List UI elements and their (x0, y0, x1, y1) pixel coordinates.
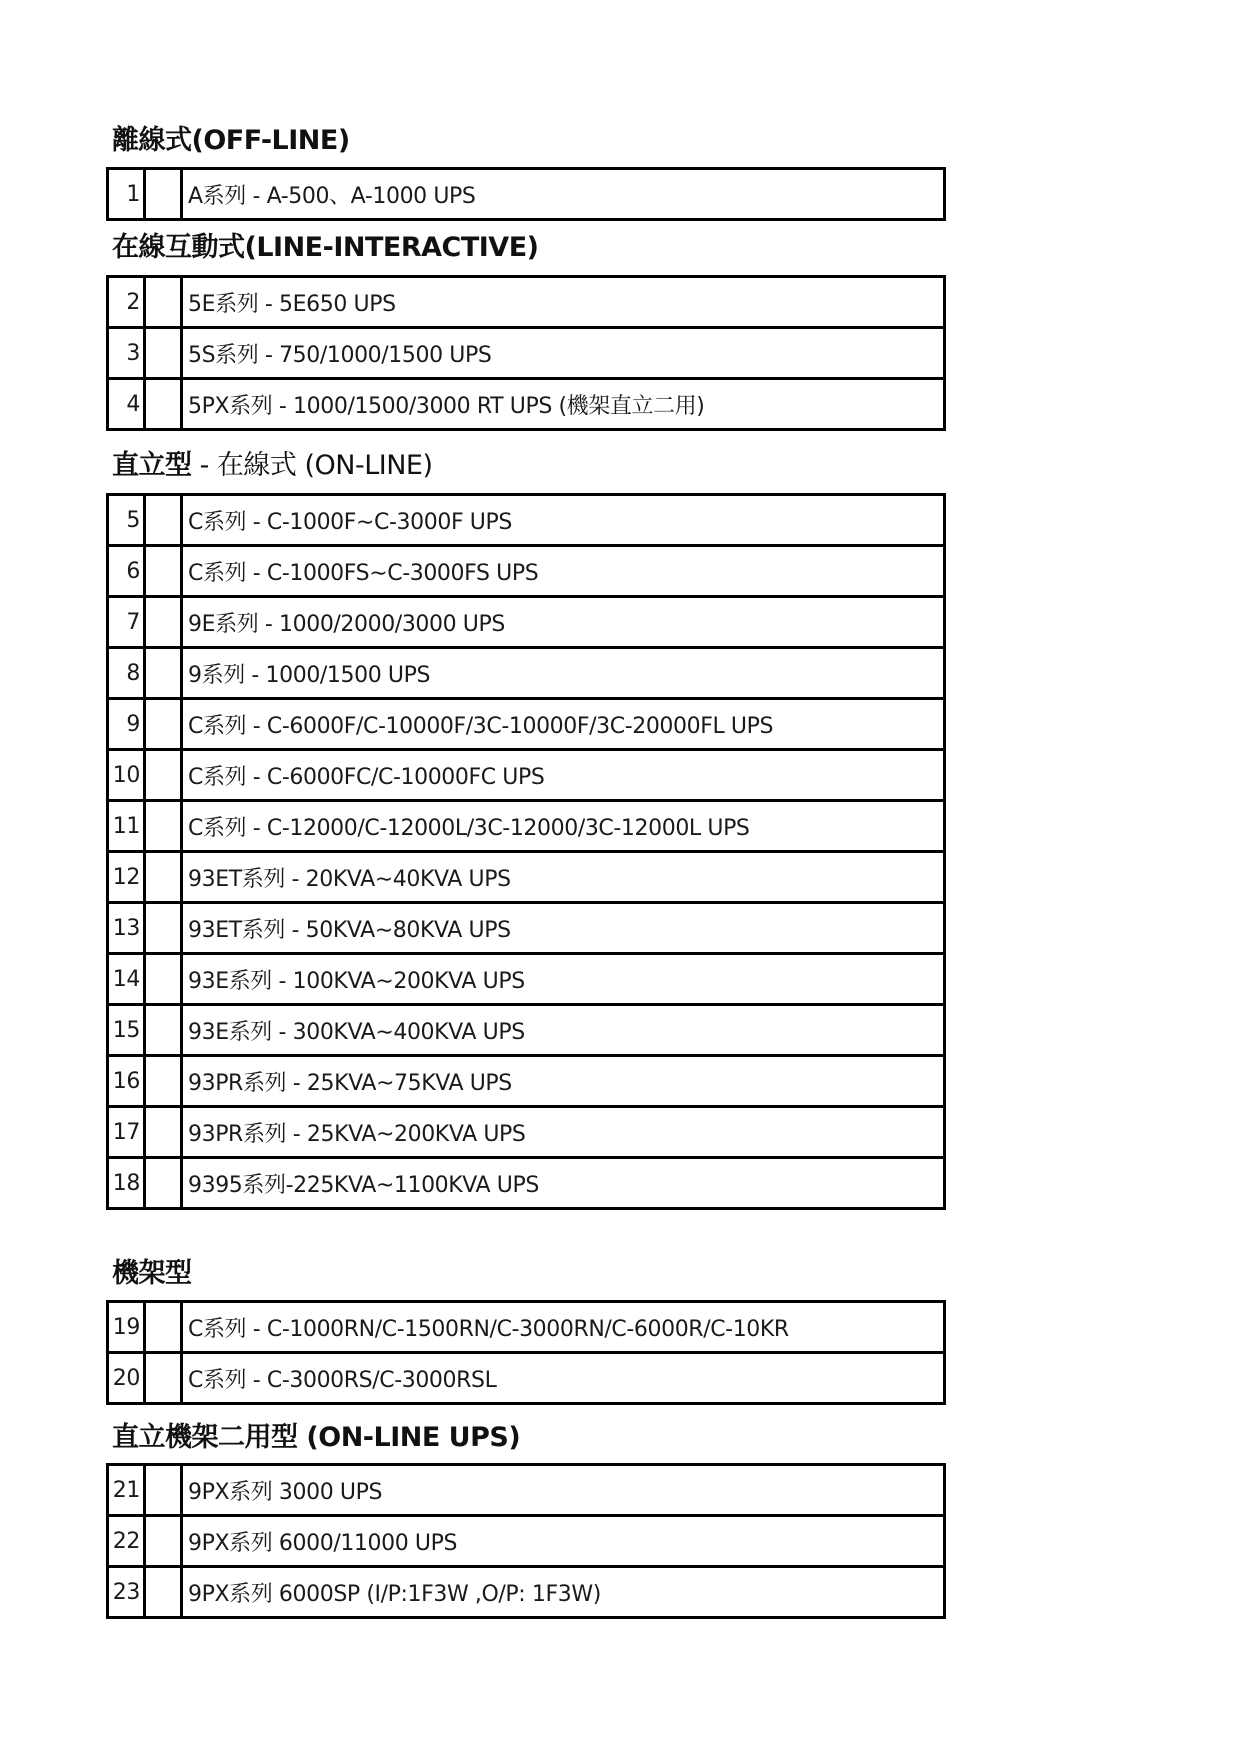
row-description: C系列 - C-1000F∼C-3000F UPS (182, 495, 945, 546)
table-row (108, 169, 945, 220)
row-description: C系列 - C-1000FS∼C-3000FS UPS (182, 546, 945, 597)
table-row (108, 277, 945, 328)
table-row (108, 903, 945, 954)
section-title-bold: 機架型 (112, 1258, 192, 1289)
row-number: 2 (108, 277, 145, 328)
section-heading-line-interactive (112, 233, 539, 263)
row-description: 5PX系列 - 1000/1500/3000 RT UPS (機架直立二用) (182, 379, 945, 430)
row-description: 5E系列 - 5E650 UPS (182, 277, 945, 328)
table-row (108, 954, 945, 1005)
table-row (108, 1353, 945, 1404)
blank-cell (145, 648, 182, 699)
row-description: 93PR系列 - 25KVA~75KVA UPS (182, 1056, 945, 1107)
section-title-bold: 直立型 (112, 450, 192, 481)
row-description: 93ET系列 - 50KVA∼80KVA UPS (182, 903, 945, 954)
section-title-normal: - 在線式 (ON-LINE) (191, 450, 433, 481)
blank-cell (145, 546, 182, 597)
row-number: 14 (108, 954, 145, 1005)
blank-cell (145, 169, 182, 220)
row-description: 9395系列-225KVA~1100KVA UPS (182, 1158, 945, 1209)
table-row (108, 1158, 945, 1209)
row-number: 1 (108, 169, 145, 220)
blank-cell (145, 597, 182, 648)
blank-cell (145, 379, 182, 430)
row-number: 7 (108, 597, 145, 648)
blank-cell (145, 1107, 182, 1158)
row-number: 20 (108, 1353, 145, 1404)
row-number: 8 (108, 648, 145, 699)
blank-cell (145, 750, 182, 801)
table-row (108, 1567, 945, 1618)
row-number: 3 (108, 328, 145, 379)
table-row (108, 1302, 945, 1353)
row-number: 6 (108, 546, 145, 597)
blank-cell (145, 1353, 182, 1404)
row-description: A系列 - A-500、A-1000 UPS (182, 169, 945, 220)
row-number: 19 (108, 1302, 145, 1353)
table-row (108, 597, 945, 648)
table-row (108, 379, 945, 430)
table-tower-on-line (106, 493, 946, 1210)
section-heading-rack (112, 1259, 192, 1289)
table-row (108, 852, 945, 903)
row-description: 9PX系列 6000/11000 UPS (182, 1516, 945, 1567)
row-description: 93E系列 - 100KVA∼200KVA UPS (182, 954, 945, 1005)
row-description: C系列 - C-12000/C-12000L/3C-12000/3C-12000L UPS (182, 801, 945, 852)
blank-cell (145, 1302, 182, 1353)
row-description: C系列 - C-3000RS/C-3000RSL (182, 1353, 945, 1404)
blank-cell (145, 1465, 182, 1516)
row-number: 23 (108, 1567, 145, 1618)
blank-cell (145, 801, 182, 852)
row-number: 4 (108, 379, 145, 430)
row-number: 5 (108, 495, 145, 546)
row-number: 9 (108, 699, 145, 750)
table-row (108, 750, 945, 801)
row-number: 16 (108, 1056, 145, 1107)
blank-cell (145, 1005, 182, 1056)
row-number: 12 (108, 852, 145, 903)
row-description: 93ET系列 - 20KVA∼40KVA UPS (182, 852, 945, 903)
blank-cell (145, 1567, 182, 1618)
table-row (108, 546, 945, 597)
blank-cell (145, 852, 182, 903)
row-description: 93PR系列 - 25KVA~200KVA UPS (182, 1107, 945, 1158)
blank-cell (145, 495, 182, 546)
table-row (108, 699, 945, 750)
table-row (108, 648, 945, 699)
row-number: 22 (108, 1516, 145, 1567)
table-row (108, 1005, 945, 1056)
row-number: 10 (108, 750, 145, 801)
row-number: 15 (108, 1005, 145, 1056)
blank-cell (145, 277, 182, 328)
blank-cell (145, 903, 182, 954)
table-row (108, 1465, 945, 1516)
table-row (108, 328, 945, 379)
row-description: C系列 - C-6000F/C-10000F/3C-10000F/3C-20000FL UPS (182, 699, 945, 750)
row-description: C系列 - C-1000RN/C-1500RN/C-3000RN/C-6000R/C-10KR (182, 1302, 945, 1353)
row-number: 18 (108, 1158, 145, 1209)
table-row (108, 495, 945, 546)
blank-cell (145, 699, 182, 750)
table-row (108, 1516, 945, 1567)
row-description: C系列 - C-6000FC/C-10000FC UPS (182, 750, 945, 801)
row-number: 21 (108, 1465, 145, 1516)
row-number: 11 (108, 801, 145, 852)
blank-cell (145, 1158, 182, 1209)
blank-cell (145, 1516, 182, 1567)
row-description: 93E系列 - 300KVA∼400KVA UPS (182, 1005, 945, 1056)
section-heading-off-line (112, 126, 350, 156)
blank-cell (145, 328, 182, 379)
row-number: 17 (108, 1107, 145, 1158)
row-description: 9PX系列 6000SP (I/P:1F3W ,O/P: 1F3W) (182, 1567, 945, 1618)
table-rack (106, 1300, 946, 1405)
section-title-bold: 在線互動式(LINE-INTERACTIVE) (112, 232, 539, 263)
table-off-line (106, 167, 946, 221)
table-row (108, 1056, 945, 1107)
section-heading-tower-rack-dual (112, 1423, 520, 1453)
row-description: 9PX系列 3000 UPS (182, 1465, 945, 1516)
table-tower-rack-dual (106, 1463, 946, 1619)
table-line-interactive (106, 275, 946, 431)
section-heading-tower-on-line (112, 451, 433, 481)
section-title-bold: 離線式(OFF-LINE) (112, 125, 350, 156)
table-row (108, 1107, 945, 1158)
blank-cell (145, 954, 182, 1005)
table-row (108, 801, 945, 852)
blank-cell (145, 1056, 182, 1107)
row-description: 9E系列 - 1000/2000/3000 UPS (182, 597, 945, 648)
row-number: 13 (108, 903, 145, 954)
section-title-bold: 直立機架二用型 (ON-LINE UPS) (112, 1422, 521, 1453)
row-description: 9系列 - 1000/1500 UPS (182, 648, 945, 699)
row-description: 5S系列 - 750/1000/1500 UPS (182, 328, 945, 379)
